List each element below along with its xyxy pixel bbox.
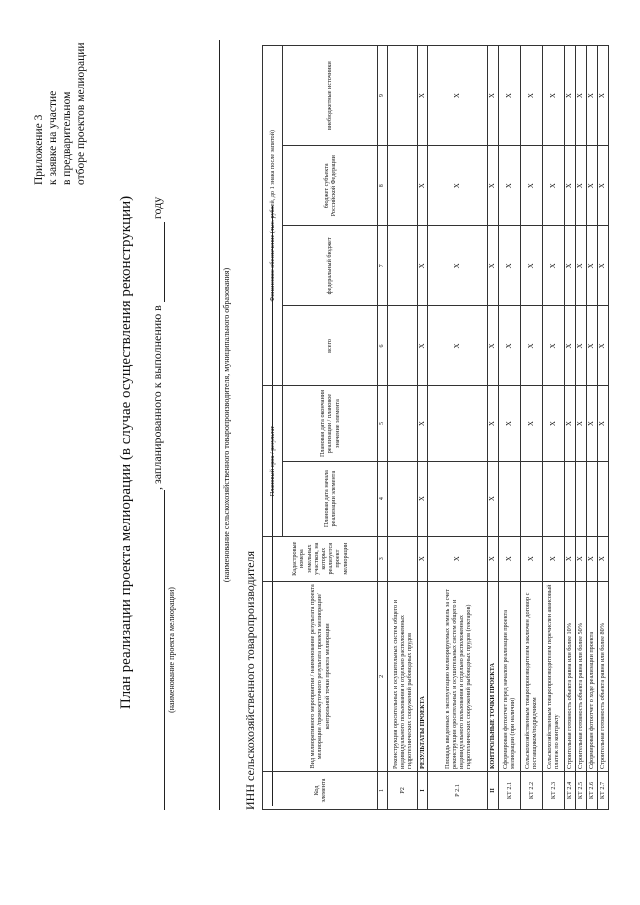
appendix-line-4: отборе проектов мелиорации xyxy=(75,42,87,185)
cell-federal: X xyxy=(520,226,542,306)
cell-cadastre: X xyxy=(575,536,586,581)
cell-end: X xyxy=(597,386,608,461)
row-name: Сформирован фотоотчет о ходе реализации проекта xyxy=(586,581,597,771)
row-name: Строительная готовность объекта равна или более 80% xyxy=(597,581,608,771)
table-row xyxy=(586,46,597,810)
producer-caption: (наименование сельскохозяйственного товаропроизводителя, муниципального образования) xyxy=(222,267,231,583)
column-number: 5 xyxy=(378,386,388,461)
cell-total: X xyxy=(520,306,542,386)
table-row xyxy=(520,46,542,810)
cell-start xyxy=(388,461,418,536)
header-end: Плановая дата окончания реализации / плановое значение элемента xyxy=(283,386,378,461)
table-row xyxy=(564,46,575,810)
row-code: КТ 2.4 xyxy=(564,771,575,809)
header-regional: бюджет субъекта Российской Федерации xyxy=(283,146,378,226)
cell-total: X xyxy=(575,306,586,386)
cell-regional: X xyxy=(542,146,564,226)
cell-start xyxy=(428,461,488,536)
row-name: КОНТРОЛЬНЫЕ ТОЧКИ ПРОЕКТА xyxy=(488,581,498,771)
cell-cadastre: X xyxy=(498,536,520,581)
row-code: I xyxy=(418,771,428,809)
cell-cadastre: X xyxy=(488,536,498,581)
cell-cadastre: X xyxy=(520,536,542,581)
cell-start xyxy=(586,461,597,536)
cell-federal: X xyxy=(564,226,575,306)
cell-federal: X xyxy=(575,226,586,306)
cell-other: X xyxy=(498,46,520,146)
cell-federal xyxy=(388,226,418,306)
cell-start xyxy=(564,461,575,536)
cell-other xyxy=(388,46,418,146)
column-number: 3 xyxy=(378,536,388,581)
cell-end xyxy=(428,386,488,461)
cell-federal: X xyxy=(597,226,608,306)
cell-federal: X xyxy=(488,226,498,306)
row-code: Р 2.1 xyxy=(428,771,488,809)
cell-federal: X xyxy=(542,226,564,306)
table-row xyxy=(575,46,586,810)
cell-other: X xyxy=(586,46,597,146)
column-number: 7 xyxy=(378,226,388,306)
cell-total: X xyxy=(488,306,498,386)
cell-other: X xyxy=(597,46,608,146)
cell-end xyxy=(388,386,418,461)
document-title: План реализации проекта мелиорации (в случае осуществления реконструкции) xyxy=(118,195,134,710)
cell-total: X xyxy=(586,306,597,386)
cell-cadastre: X xyxy=(428,536,488,581)
cell-end: X xyxy=(542,386,564,461)
row-name: Сельскохозяйственным товаропроизводителем заключен договор с поставщиком/подрядчиком xyxy=(520,581,542,771)
cell-regional: X xyxy=(428,146,488,226)
table-row xyxy=(428,46,488,810)
cell-start: X xyxy=(418,461,428,536)
row-name: Строительная готовность объекта равна или более 10% xyxy=(564,581,575,771)
cell-end: X xyxy=(586,386,597,461)
cell-regional: X xyxy=(498,146,520,226)
year-field[interactable] xyxy=(152,222,165,302)
row-code: КТ 2.1 xyxy=(498,771,520,809)
column-number: 8 xyxy=(378,146,388,226)
row-name: Строительная готовность объекта равна или более 50% xyxy=(575,581,586,771)
inn-label: ИНН сельскохозяйственного товаропроизводителя xyxy=(243,550,257,810)
cell-regional: X xyxy=(575,146,586,226)
header-type: Вид мелиоративного мероприятия / наименование результата проекта мелиорации /промежуточного результата проекта мелиорации/ контрольной точки проекта мелиорации xyxy=(263,581,378,771)
column-number: 6 xyxy=(378,306,388,386)
table-row xyxy=(488,46,498,810)
cell-end: X xyxy=(564,386,575,461)
column-number: 4 xyxy=(378,461,388,536)
column-number: 9 xyxy=(378,46,388,146)
header-code: Код элемента xyxy=(263,771,378,809)
cell-total: X xyxy=(597,306,608,386)
cell-regional: X xyxy=(564,146,575,226)
project-name-field[interactable] xyxy=(150,490,165,810)
cell-cadastre xyxy=(388,536,418,581)
cell-other: X xyxy=(564,46,575,146)
cell-other: X xyxy=(418,46,428,146)
cell-federal: X xyxy=(498,226,520,306)
cell-federal: X xyxy=(418,226,428,306)
column-number: 1 xyxy=(378,771,388,809)
cell-start xyxy=(542,461,564,536)
producer-name-field[interactable] xyxy=(205,40,220,810)
header-finance: Финансовое обеспечение (тыс. рублей, до 1 знака после запятой) xyxy=(263,46,283,386)
cell-cadastre: X xyxy=(597,536,608,581)
cell-end: X xyxy=(418,386,428,461)
cell-start xyxy=(520,461,542,536)
header-deadline: Плановый срок / результат xyxy=(263,386,283,536)
header-start: Плановая дата начала реализации элемента xyxy=(283,461,378,536)
row-name: Сформирован фотоотчет перед началом реализации проекта мелиорации (при наличии) xyxy=(498,581,520,771)
year-label: году xyxy=(150,196,164,220)
project-caption: (наименование проекта мелиорации) xyxy=(167,587,176,713)
cell-regional: X xyxy=(586,146,597,226)
table-row xyxy=(597,46,608,810)
cell-other: X xyxy=(520,46,542,146)
row-name: Реконструкция оросительных и осушительных систем общего и индивидуального пользования и отдельно расположенных гидротехнических сооружений рыбоводных прудов xyxy=(388,581,418,771)
row-code: КТ 2.3 xyxy=(542,771,564,809)
cell-end: X xyxy=(498,386,520,461)
table-row xyxy=(418,46,428,810)
cell-other: X xyxy=(575,46,586,146)
project-line xyxy=(150,40,176,810)
cell-total: X xyxy=(542,306,564,386)
cell-cadastre: X xyxy=(542,536,564,581)
cell-regional: X xyxy=(488,146,498,226)
cell-start xyxy=(575,461,586,536)
row-code: Р2 xyxy=(388,771,418,809)
table-row xyxy=(498,46,520,810)
column-number: 2 xyxy=(378,581,388,771)
table-row xyxy=(542,46,564,810)
cell-other: X xyxy=(428,46,488,146)
header-other: внебюджетные источники xyxy=(283,46,378,146)
header-cadastre: Кадастровые номера земельных участков, на которых реализуется проект мелиорации xyxy=(263,536,378,581)
header-total: всего xyxy=(283,306,378,386)
row-name: Сельскохозяйственным товаропроизводителем перечислен авансовый платеж по контракту xyxy=(542,581,564,771)
cell-start: X xyxy=(488,461,498,536)
row-code: КТ 2.5 xyxy=(575,771,586,809)
cell-regional xyxy=(388,146,418,226)
cell-cadastre: X xyxy=(564,536,575,581)
cell-end: X xyxy=(488,386,498,461)
table-row xyxy=(388,46,418,810)
appendix-line-1: Приложение 3 xyxy=(33,114,45,185)
plan-table xyxy=(262,45,609,810)
cell-start xyxy=(498,461,520,536)
row-code: КТ 2.6 xyxy=(586,771,597,809)
cell-total: X xyxy=(564,306,575,386)
cell-other: X xyxy=(488,46,498,146)
cell-regional: X xyxy=(418,146,428,226)
planned-text: , запланированного к выполнению в xyxy=(150,305,164,490)
row-code: II xyxy=(488,771,498,809)
cell-total: X xyxy=(428,306,488,386)
row-name: Площадь введенных в эксплуатацию мелиорируемых земель за счет реконструкции оросительных и осушительных систем общего и индивидуального пользования и отдельно расположенных гидротехнических сооружений рыбоводных прудов (гектаров) xyxy=(428,581,488,771)
row-code: КТ 2.2 xyxy=(520,771,542,809)
cell-cadastre: X xyxy=(418,536,428,581)
plan-table-body xyxy=(388,46,608,810)
cell-regional: X xyxy=(520,146,542,226)
cell-total: X xyxy=(418,306,428,386)
cell-regional: X xyxy=(597,146,608,226)
appendix-line-2: к заявке на участие xyxy=(47,90,59,185)
appendix-line-3: в предварительном xyxy=(61,91,73,185)
producer-line xyxy=(205,40,231,810)
cell-federal: X xyxy=(586,226,597,306)
cell-cadastre: X xyxy=(586,536,597,581)
row-code: КТ 2.7 xyxy=(597,771,608,809)
cell-total xyxy=(388,306,418,386)
column-numbers-row xyxy=(378,46,388,810)
cell-total: X xyxy=(498,306,520,386)
cell-end: X xyxy=(520,386,542,461)
header-federal: федеральный бюджет xyxy=(283,226,378,306)
cell-other: X xyxy=(542,46,564,146)
cell-end: X xyxy=(575,386,586,461)
row-name: РЕЗУЛЬТАТЫ ПРОЕКТА xyxy=(418,581,428,771)
cell-federal: X xyxy=(428,226,488,306)
appendix-note xyxy=(32,25,88,185)
cell-start xyxy=(597,461,608,536)
